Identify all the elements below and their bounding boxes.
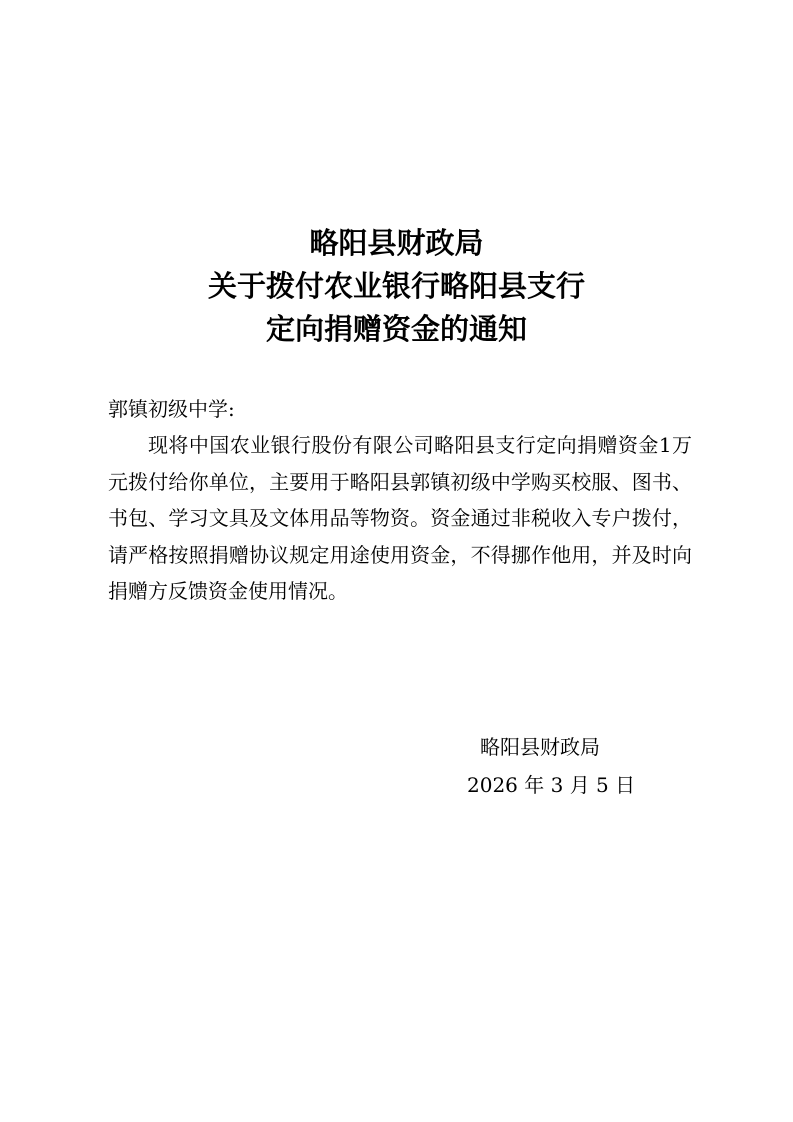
salutation: 郭镇初级中学: <box>108 397 235 421</box>
signature-date: 2026 年 3 月 5 日 <box>467 773 636 797</box>
title-line-2: 关于拨付农业银行略阳县支行 <box>207 269 585 303</box>
signature-organization: 略阳县财政局 <box>480 735 600 759</box>
title-line-1: 略阳县财政局 <box>309 226 484 260</box>
title-line-3: 定向捐赠资金的通知 <box>265 312 527 346</box>
document-title <box>0 222 793 351</box>
body-paragraph: 现将中国农业银行股份有限公司略阳县支行定向捐赠资金1万元拨付给你单位，主要用于略阳县郭镇初级中学购买校服、图书、书包、学习文具及文体用品等物资。资金通过非税收入专户拨付，请严格按照捐赠协议规定用途使用资金，不得挪作他用，并及时向捐赠方反馈资金使用情况。 <box>108 433 692 604</box>
